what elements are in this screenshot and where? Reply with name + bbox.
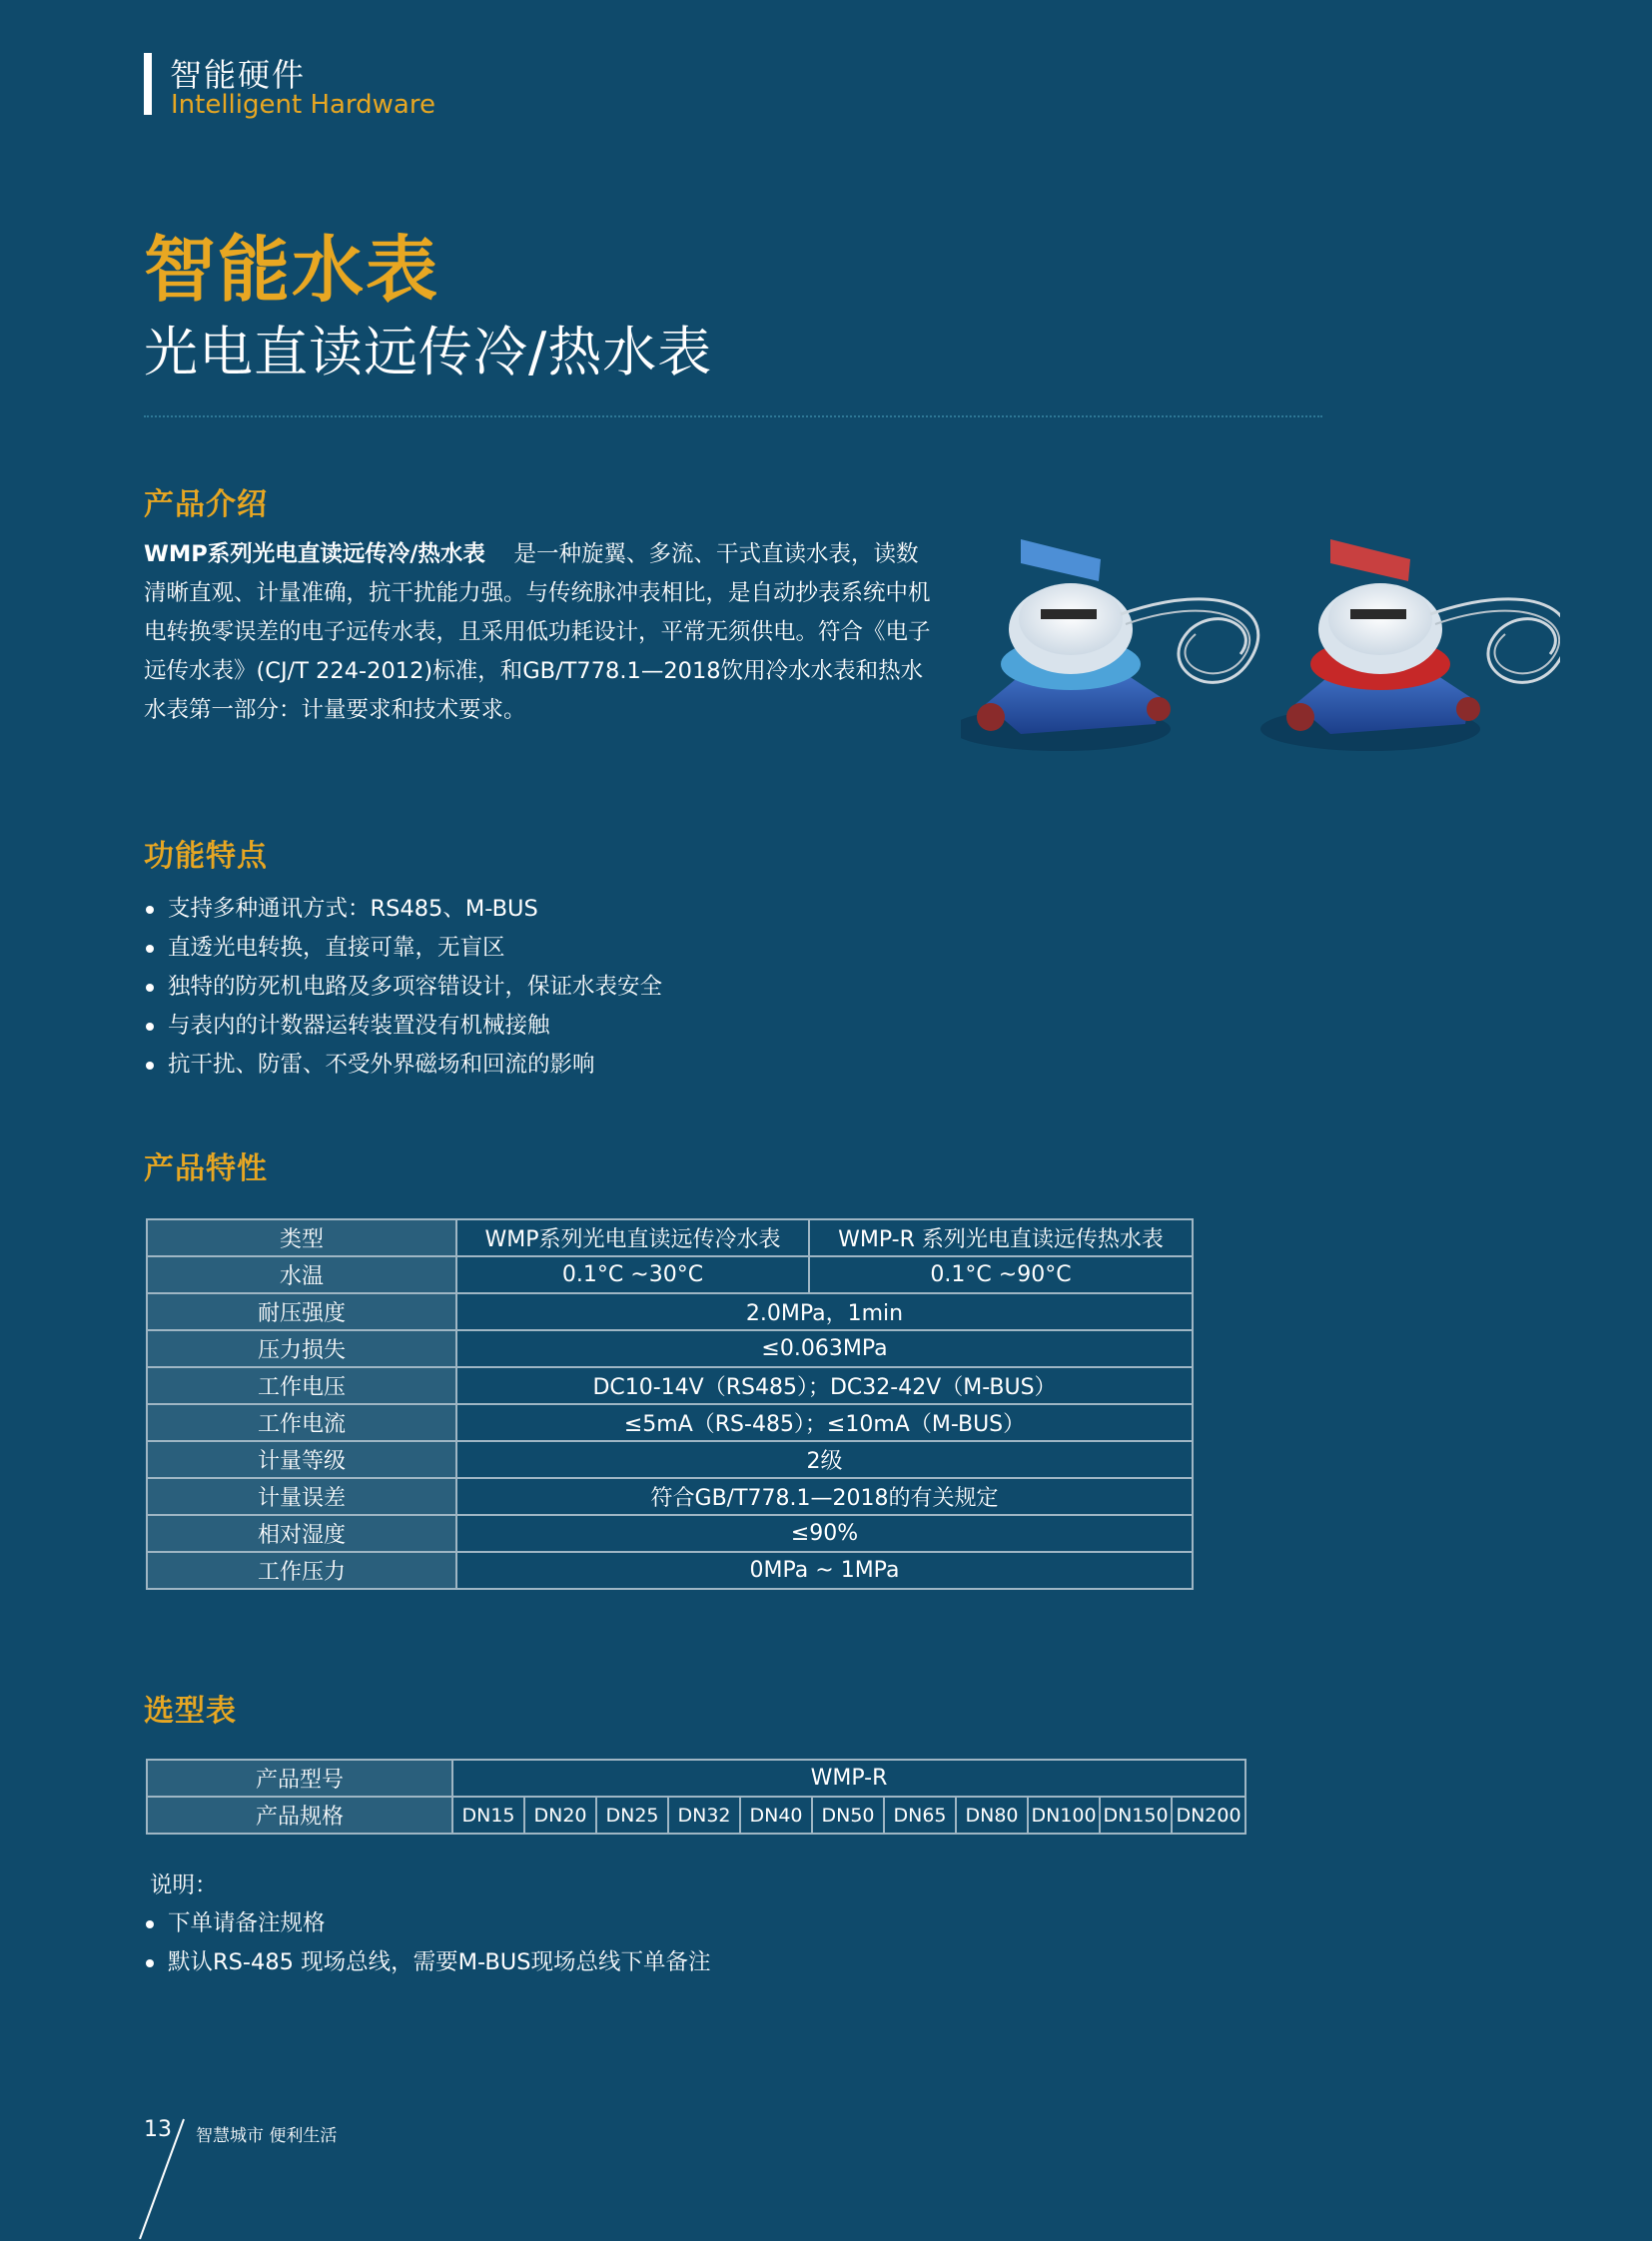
spec-value: 符合GB/T778.1—2018的有关规定 [456,1478,1193,1515]
header-title-en: Intelligent Hardware [171,90,435,120]
table-row [147,1760,1245,1797]
table-row [147,1552,1193,1589]
spec-table [146,1218,1194,1590]
size-cell: DN65 [884,1797,956,1834]
spec-label: 类型 [147,1219,456,1256]
notes-list [144,1904,711,1982]
section-heading-intro: 产品介绍 [144,487,268,522]
cold-meter-icon [961,539,1258,751]
size-cell: DN25 [596,1797,668,1834]
spec-label: 工作电压 [147,1367,456,1404]
spec-value: ≤90% [456,1515,1193,1552]
section-heading-selection: 选型表 [144,1694,237,1729]
spec-value: ≤0.063MPa [456,1330,1193,1367]
size-cell: DN200 [1172,1797,1245,1834]
size-cell: DN100 [1028,1797,1100,1834]
spec-value: 2.0MPa，1min [456,1293,1193,1330]
table-row [147,1256,1193,1293]
size-cell: DN80 [956,1797,1028,1834]
intro-paragraph [144,535,933,730]
section-heading-features: 功能特点 [144,839,268,874]
selection-label: 产品型号 [147,1760,452,1797]
feature-list [144,890,662,1085]
table-row [147,1404,1193,1441]
spec-label: 工作电流 [147,1404,456,1441]
list-item: 直透光电转换，直接可靠，无盲区 [144,929,662,968]
table-row [147,1367,1193,1404]
spec-value: 0.1°C ~90°C [809,1256,1193,1293]
spec-label: 压力损失 [147,1330,456,1367]
intro-bold-lead: WMP系列光电直读远传冷/热水表 [144,541,485,567]
section-heading-specs: 产品特性 [144,1151,268,1186]
spec-label: 工作压力 [147,1552,456,1589]
spec-value: DC10-14V（RS485）；DC32-42V（M-BUS） [456,1367,1193,1404]
spec-label: 计量误差 [147,1478,456,1515]
spec-label: 相对湿度 [147,1515,456,1552]
spec-value: WMP系列光电直读远传冷水表 [456,1219,809,1256]
list-item: 抗干扰、防雷、不受外界磁场和回流的影响 [144,1046,662,1085]
page-title: 智能水表 [144,228,440,312]
notes-label: 说明： [150,1872,218,1898]
table-row [147,1293,1193,1330]
size-cell: DN50 [812,1797,884,1834]
table-row [147,1797,1245,1834]
spec-value: 0MPa ~ 1MPa [456,1552,1193,1589]
spec-value: ≤5mA（RS-485）；≤10mA（M-BUS） [456,1404,1193,1441]
product-image-water-meters [961,519,1560,789]
size-cell: DN20 [524,1797,596,1834]
header-title-cn: 智能硬件 [170,56,307,94]
table-row [147,1219,1193,1256]
hot-meter-icon [1260,539,1560,751]
table-row [147,1515,1193,1552]
header-accent-bar [144,53,152,115]
size-cell: DN32 [668,1797,740,1834]
selection-table [146,1759,1246,1835]
list-item: 独特的防死机电路及多项容错设计，保证水表安全 [144,968,662,1007]
size-cell: DN150 [1100,1797,1172,1834]
list-item: 与表内的计数器运转装置没有机械接触 [144,1007,662,1046]
spec-label: 水温 [147,1256,456,1293]
page-number: 13 [144,2117,172,2142]
dotted-divider [144,415,1322,417]
size-cell: DN15 [452,1797,524,1834]
table-row [147,1441,1193,1478]
selection-label: 产品规格 [147,1797,452,1834]
spec-label: 计量等级 [147,1441,456,1478]
footer-slogan: 智慧城市 便利生活 [196,2126,338,2146]
table-row [147,1330,1193,1367]
footer-slash-line [130,2115,190,2241]
spec-label: 耐压强度 [147,1293,456,1330]
spec-value: 2级 [456,1441,1193,1478]
list-item: 支持多种通讯方式：RS485、M-BUS [144,890,662,929]
spec-value: 0.1°C ~30°C [456,1256,809,1293]
size-cell: DN40 [740,1797,812,1834]
spec-value: WMP-R 系列光电直读远传热水表 [809,1219,1193,1256]
table-row [147,1478,1193,1515]
list-item: 下单请备注规格 [144,1904,711,1943]
model-value: WMP-R [452,1760,1245,1797]
page-subtitle: 光电直读远传冷/热水表 [144,321,713,383]
intro-text: 是一种旋翼、多流、干式直读水表，读数清晰直观、计量准确，抗干扰能力强。与传统脉冲表相比，是自动抄表系统中机电转换零误差的电子远传水表，且采用低功耗设计，平常无须供电。符合《电子远传水表》(CJ/T 224-2012)标准，和GB/T778.1—2018饮用冷水水表和热水水表第一部分：计量要求和技术要求。 [144,541,931,723]
list-item: 默认RS-485 现场总线，需要M-BUS现场总线下单备注 [144,1943,711,1982]
